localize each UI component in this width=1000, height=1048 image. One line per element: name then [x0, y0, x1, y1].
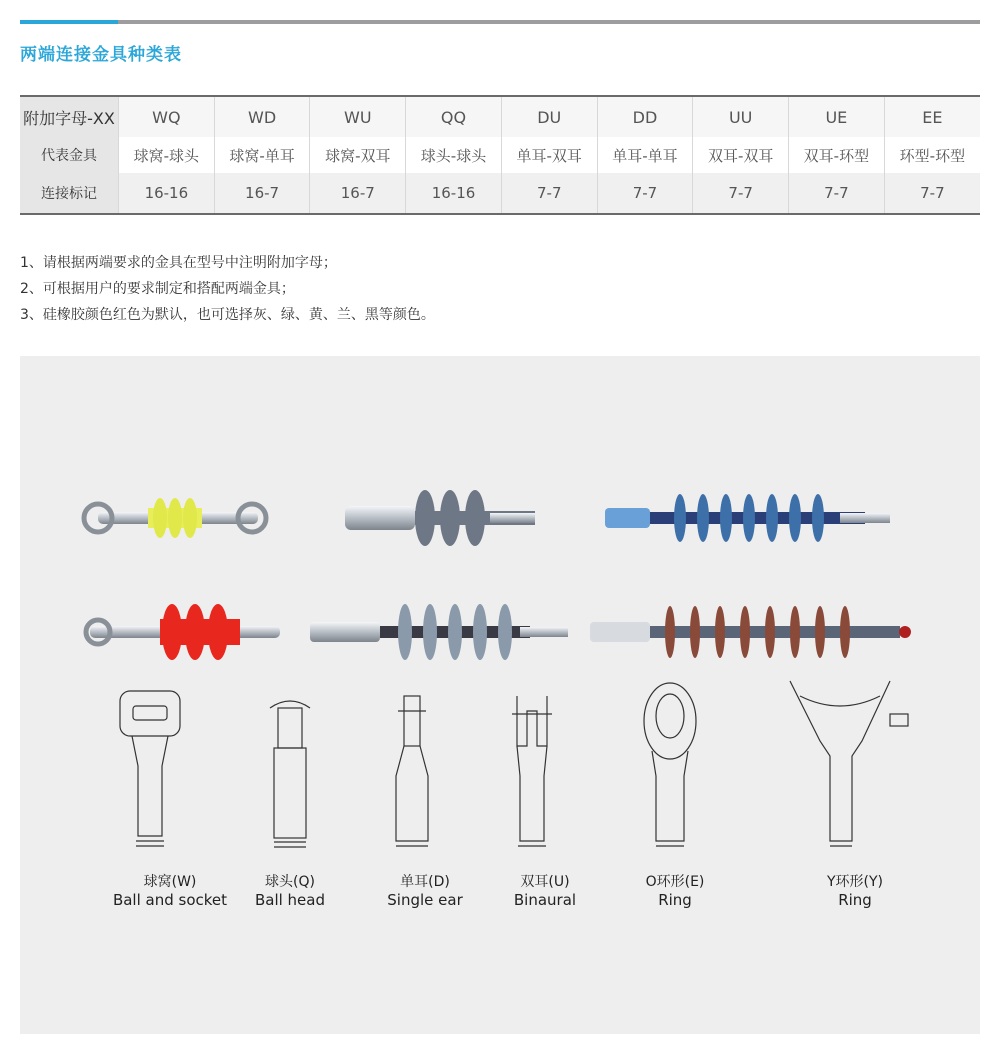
fitting-label-single-ear: 单耳(D) Single ear	[387, 874, 463, 909]
table-cell-fitting: 双耳-环型	[789, 137, 885, 173]
table-cell-mark: 7-7	[789, 173, 885, 214]
table-cell-mark: 7-7	[597, 173, 693, 214]
table-cell-mark: 16-7	[214, 173, 310, 214]
ball-head-icon	[270, 701, 310, 847]
table-cell-fitting: 球窝-双耳	[310, 137, 406, 173]
page-title: 两端连接金具种类表	[20, 45, 182, 65]
table-cell-mark: 16-7	[310, 173, 406, 214]
title-accent-bar	[20, 20, 118, 24]
row-header-mark: 连接标记	[20, 173, 119, 214]
table-cell-fitting: 单耳-单耳	[597, 137, 693, 173]
table-cell-code: UU	[693, 96, 789, 137]
fitting-label-o-ring: O环形(E) Ring	[645, 874, 705, 909]
note-item: 1、请根据两端要求的金具在型号中注明附加字母；	[20, 255, 337, 271]
insulator-drawings	[20, 356, 980, 1034]
binaural-icon	[512, 696, 552, 846]
table-cell-code: DD	[597, 96, 693, 137]
table-cell-mark: 16-16	[406, 173, 502, 214]
note-item: 2、可根据用户的要求制定和搭配两端金具；	[20, 281, 295, 297]
table-cell-code: WQ	[119, 96, 215, 137]
notes-list	[20, 250, 435, 328]
table-row-mark	[20, 173, 980, 214]
table-cell-code: DU	[501, 96, 597, 137]
table-row-code	[20, 96, 980, 137]
table-cell-fitting: 球窝-单耳	[214, 137, 310, 173]
table-cell-code: WD	[214, 96, 310, 137]
note-item: 3、硅橡胶颜色红色为默认，也可选择灰、绿、黄、兰、黑等颜色。	[20, 307, 435, 323]
blue-insulator-icon	[605, 494, 890, 542]
table-cell-fitting: 球头-球头	[406, 137, 502, 173]
table-cell-code: UE	[789, 96, 885, 137]
grey-insulator-icon	[345, 490, 535, 546]
ball-socket-icon	[120, 691, 180, 846]
fitting-label-binaural: 双耳(U) Binaural	[513, 874, 577, 909]
red-insulator-icon	[86, 604, 280, 660]
table-cell-mark: 16-16	[119, 173, 215, 214]
table-cell-fitting: 单耳-双耳	[501, 137, 597, 173]
fitting-label-ball-socket: 球窝(W) Ball and socket	[112, 874, 228, 909]
single-ear-icon	[396, 696, 428, 846]
fitting-label-y-ring: Y环形(Y) Ring	[826, 874, 884, 909]
fitting-label-ball-head: 球头(Q) Ball head	[254, 874, 326, 909]
brown-insulator-icon	[590, 606, 911, 658]
table-cell-mark: 7-7	[693, 173, 789, 214]
row-header-code: 附加字母-XX	[20, 96, 119, 137]
product-illustration-panel	[20, 356, 980, 1034]
table-cell-fitting: 球窝-球头	[119, 137, 215, 173]
table-cell-code: EE	[884, 96, 980, 137]
table-cell-fitting: 环型-环型	[884, 137, 980, 173]
table-cell-fitting: 双耳-双耳	[693, 137, 789, 173]
table-cell-mark: 7-7	[501, 173, 597, 214]
row-header-fitting: 代表金具	[20, 137, 119, 173]
yellow-insulator-icon	[84, 498, 266, 538]
dark-grey-insulator-icon	[310, 604, 568, 660]
fitting-types-table	[20, 95, 980, 215]
y-ring-icon	[790, 681, 908, 846]
table-row-fitting	[20, 137, 980, 173]
table-cell-code: QQ	[406, 96, 502, 137]
table-cell-code: WU	[310, 96, 406, 137]
o-ring-icon	[644, 683, 696, 846]
table-cell-mark: 7-7	[884, 173, 980, 214]
top-rule	[20, 20, 980, 24]
